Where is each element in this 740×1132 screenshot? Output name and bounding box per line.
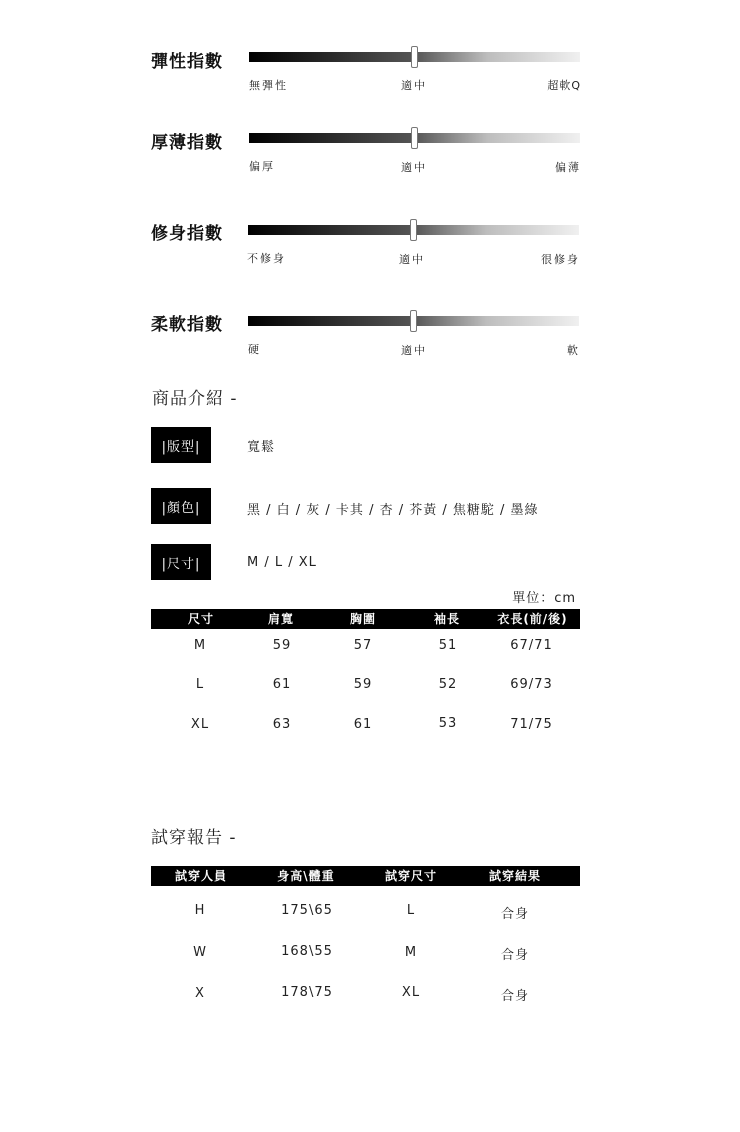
tag-size: |尺寸|	[151, 544, 211, 580]
scale-label-elasticity: 彈性指數	[151, 52, 223, 72]
fit-cell: L	[406, 903, 416, 918]
size-cell: 59	[272, 638, 292, 653]
size-header-length: 衣長(前/後)	[497, 612, 568, 626]
softness-slider-knob[interactable]	[410, 310, 417, 332]
size-cell: 51	[438, 638, 458, 653]
elasticity-max-label: 超軟Q	[547, 79, 581, 92]
fitting-table-header	[151, 866, 580, 886]
size-cell: 59	[353, 677, 373, 692]
fit-mid-label: 適中	[399, 253, 425, 266]
size-value: M / L / XL	[247, 555, 317, 570]
elasticity-slider-knob[interactable]	[411, 46, 418, 68]
thickness-mid-label: 適中	[401, 161, 427, 174]
thickness-slider-knob[interactable]	[411, 127, 418, 149]
fit-min-label: 不修身	[247, 252, 286, 265]
tag-color: |顏色|	[151, 488, 211, 524]
unit-label: 單位：cm	[512, 591, 576, 606]
size-cell: 71/75	[510, 717, 553, 732]
fit-header-height-weight: 身高\體重	[277, 869, 335, 883]
cut-value: 寬鬆	[247, 440, 276, 455]
size-cell: 69/73	[510, 677, 553, 692]
softness-mid-label: 適中	[401, 344, 427, 357]
fitting-report-title: 試穿報告 -	[151, 828, 237, 848]
fit-max-label: 很修身	[541, 253, 580, 266]
size-header-chest: 胸圍	[349, 612, 376, 626]
size-cell: 63	[272, 717, 292, 732]
thickness-max-label: 偏薄	[555, 161, 581, 174]
size-header-sleeve: 袖長	[433, 612, 460, 626]
thickness-min-label: 偏厚	[249, 160, 275, 173]
fit-cell: X	[195, 986, 205, 1001]
size-cell: M	[193, 638, 207, 653]
fit-cell: M	[404, 945, 418, 960]
size-cell: 52	[438, 677, 458, 692]
size-table-header	[151, 609, 580, 629]
size-cell: 67/71	[510, 638, 553, 653]
fit-cell: XL	[401, 985, 421, 1000]
size-cell: L	[195, 677, 205, 692]
softness-min-label: 硬	[248, 343, 261, 356]
scale-label-fit: 修身指數	[151, 224, 223, 244]
fit-slider-knob[interactable]	[410, 219, 417, 241]
softness-max-label: 軟	[567, 344, 580, 357]
elasticity-mid-label: 適中	[401, 79, 427, 92]
scale-label-thickness: 厚薄指數	[151, 133, 223, 153]
size-cell: 61	[353, 717, 373, 732]
fit-header-result: 試穿結果	[488, 869, 541, 883]
size-cell: 53	[438, 716, 458, 731]
product-intro-title: 商品介紹 -	[152, 389, 238, 409]
fit-cell: 合身	[500, 948, 529, 963]
scale-label-softness: 柔軟指數	[151, 315, 223, 335]
elasticity-min-label: 無彈性	[249, 79, 288, 92]
tag-cut: |版型|	[151, 427, 211, 463]
size-header-shoulder: 肩寬	[267, 612, 294, 626]
fit-cell: 合身	[500, 989, 529, 1004]
color-value: 黑 / 白 / 灰 / 卡其 / 杏 / 芥黃 / 焦糖駝 / 墨綠	[247, 503, 539, 518]
fit-header-person: 試穿人員	[174, 869, 227, 883]
size-cell: 61	[272, 677, 292, 692]
fit-cell: W	[193, 945, 207, 960]
fit-cell: 175\65	[281, 903, 333, 918]
size-header-size: 尺寸	[187, 612, 214, 626]
fit-cell: 合身	[500, 907, 529, 922]
fit-header-size: 試穿尺寸	[384, 869, 437, 883]
fit-cell: 168\55	[281, 944, 333, 959]
size-cell: XL	[190, 717, 210, 732]
fit-cell: 178\75	[281, 985, 333, 1000]
size-cell: 57	[353, 638, 373, 653]
fit-cell: H	[194, 903, 206, 918]
